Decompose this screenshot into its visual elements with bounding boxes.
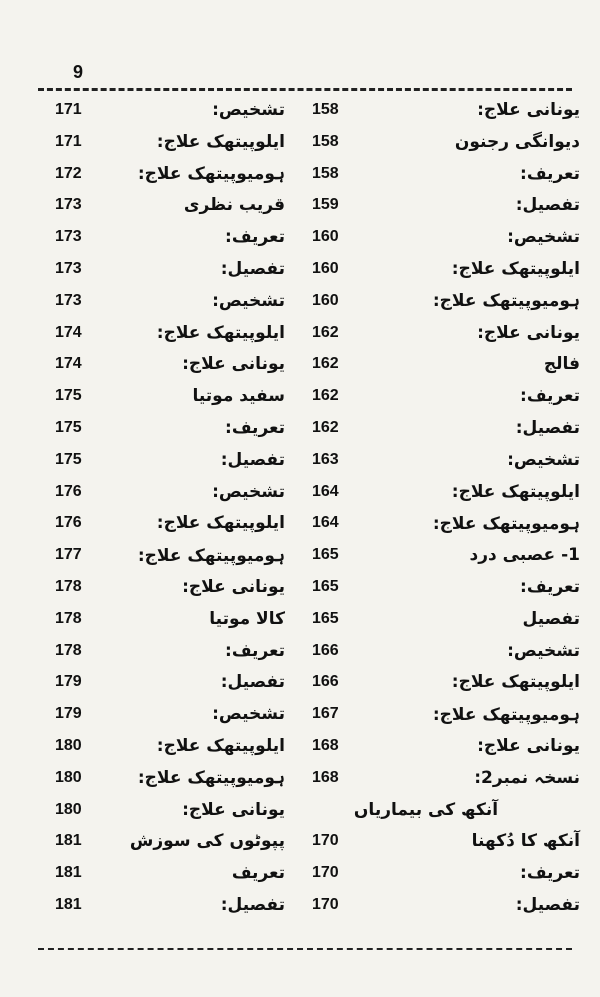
toc-entry-title: تفصیل:	[220, 672, 285, 693]
toc-entry	[312, 287, 580, 315]
toc-entry	[312, 573, 580, 601]
toc-right-column	[312, 96, 580, 944]
toc-entry	[55, 319, 285, 347]
toc-entry	[55, 700, 285, 728]
toc-entry-title: یونانی علاج:	[182, 354, 285, 375]
toc-entry	[312, 668, 580, 696]
toc-page-number: 173	[55, 228, 82, 246]
toc-entry	[55, 605, 285, 633]
toc-page-number: 163	[312, 450, 339, 468]
toc-page-number: 181	[55, 895, 82, 913]
toc-entry-title: تشخیص:	[507, 640, 580, 661]
toc-entry-title: تشخیص:	[212, 100, 285, 120]
toc-page-number: 162	[312, 323, 339, 341]
toc-entry-title: یونانی علاج:	[477, 735, 580, 756]
toc-entry	[312, 478, 580, 506]
toc-entry	[312, 128, 580, 156]
toc-entry-title: قریب نظری	[183, 195, 285, 216]
toc-entry	[55, 382, 285, 410]
toc-page-number: 180	[55, 768, 82, 786]
toc-page-number: 165	[312, 546, 339, 564]
toc-page-number: 158	[312, 132, 339, 150]
toc-entry-title: تفصیل:	[220, 258, 285, 279]
toc-entry-title: ہومیوپیتھک علاج:	[432, 291, 580, 312]
toc-page-number: 176	[55, 482, 82, 500]
toc-entry	[55, 96, 285, 124]
toc-page-number: 179	[55, 705, 82, 723]
toc-entry-title: تعریف:	[520, 863, 580, 884]
toc-entry	[312, 891, 580, 919]
toc-entry	[55, 350, 285, 378]
toc-page-number: 158	[312, 164, 339, 182]
toc-page-number: 170	[312, 864, 339, 882]
toc-page-number: 170	[312, 832, 339, 850]
toc-page-number: 177	[55, 546, 82, 564]
toc-entry	[312, 350, 580, 378]
toc-page-number: 158	[312, 101, 339, 118]
toc-entry-title: تعریف:	[520, 386, 580, 407]
toc-entry-title: ایلوپیتھک علاج:	[451, 258, 580, 279]
toc-entry	[312, 96, 580, 124]
toc-entry-title: تفصیل:	[220, 894, 285, 915]
toc-page-number: 178	[55, 609, 82, 627]
toc-entry	[312, 382, 580, 410]
top-dashed-divider	[38, 88, 572, 91]
toc-entry	[312, 255, 580, 283]
toc-entry-title: تفصیل	[522, 608, 580, 629]
toc-page-number: 173	[55, 291, 82, 309]
toc-entry	[312, 319, 580, 347]
toc-entry-title: ایلوپیتھک علاج:	[156, 513, 285, 534]
toc-entry-title: کالا موتیا	[209, 608, 285, 629]
toc-entry-title: ایلوپیتھک علاج:	[156, 735, 285, 756]
toc-entry-title: یونانی علاج:	[182, 799, 285, 820]
toc-entry	[312, 732, 580, 760]
toc-page-number: 162	[312, 387, 339, 405]
toc-entry	[55, 541, 285, 569]
toc-entry-title: یونانی علاج:	[477, 100, 580, 120]
bottom-dashed-divider	[38, 948, 572, 950]
toc-entry	[55, 859, 285, 887]
toc-entry-title: ایلوپیتھک علاج:	[156, 322, 285, 343]
toc-entry	[55, 668, 285, 696]
toc-entry	[312, 637, 580, 665]
toc-entry-title: تفصیل:	[515, 417, 580, 438]
toc-page-number: 174	[55, 355, 82, 373]
toc-entry-title: تشخیص:	[212, 290, 285, 311]
toc-entry	[312, 700, 580, 728]
toc-entry-title: تفصیل:	[515, 195, 580, 216]
toc-entry-title: یونانی علاج:	[182, 576, 285, 597]
toc-entry-title: تعریف:	[225, 640, 285, 661]
toc-page-number: 176	[55, 514, 82, 532]
toc-entry-title: تعریف:	[520, 576, 580, 597]
toc-entry	[55, 223, 285, 251]
toc-entry	[55, 128, 285, 156]
toc-entry	[55, 446, 285, 474]
toc-page-number: 160	[312, 259, 339, 277]
toc-page-number: 165	[312, 609, 339, 627]
toc-entry	[312, 859, 580, 887]
toc-page-number: 181	[55, 864, 82, 882]
toc-page-number: 164	[312, 482, 339, 500]
toc-entry-title: تفصیل:	[515, 894, 580, 915]
toc-page-number: 170	[312, 895, 339, 913]
toc-entry	[312, 191, 580, 219]
toc-entry-title: فالج	[543, 354, 580, 375]
toc-entry-title: تشخیص:	[212, 704, 285, 725]
toc-page-number: 159	[312, 196, 339, 214]
toc-entry	[55, 891, 285, 919]
toc-entry-title: ہومیوپیتھک علاج:	[137, 164, 285, 185]
toc-entry-title: تعریف	[231, 863, 285, 884]
toc-entry	[55, 478, 285, 506]
toc-page-number: 178	[55, 577, 82, 595]
toc-entry-title: یونانی علاج:	[477, 322, 580, 343]
toc-page-number: 180	[55, 800, 82, 818]
toc-entry-title: تفصیل:	[220, 449, 285, 470]
toc-page-number: 166	[312, 673, 339, 691]
toc-page-number: 175	[55, 450, 82, 468]
toc-entry-title: ایلوپیتھک علاج:	[156, 131, 285, 152]
toc-entry	[55, 414, 285, 442]
toc-page-number: 180	[55, 736, 82, 754]
toc-page-number: 166	[312, 641, 339, 659]
toc-left-column	[55, 96, 285, 944]
toc-page-number: 164	[312, 514, 339, 532]
toc-entry	[55, 796, 285, 824]
toc-entry-title: آنکھ کی بیماریاں	[353, 799, 499, 820]
toc-entry	[312, 509, 580, 537]
page-number: 9	[73, 62, 84, 82]
toc-page-number: 171	[55, 132, 82, 150]
toc-entry-title: تعریف:	[225, 227, 285, 248]
toc-entry	[55, 160, 285, 188]
toc-entry	[312, 414, 580, 442]
toc-page-number: 165	[312, 577, 339, 595]
toc-page-number: 175	[55, 418, 82, 436]
toc-page-number: 173	[55, 259, 82, 277]
toc-page-number: 168	[312, 736, 339, 754]
toc-page-number: 167	[312, 705, 339, 723]
toc-entry	[55, 573, 285, 601]
toc-entry	[55, 191, 285, 219]
toc-page-number: 162	[312, 418, 339, 436]
toc-entry-title: دیوانگی رجنون	[454, 131, 580, 152]
toc-entry-title: تشخیص:	[507, 449, 580, 470]
toc-entry	[55, 255, 285, 283]
toc-entry-title: ایلوپیتھک علاج:	[451, 481, 580, 502]
toc-page-number: 172	[55, 164, 82, 182]
toc-page-number: 179	[55, 673, 82, 691]
toc-page-number: 181	[55, 832, 82, 850]
toc-page-number: 174	[55, 323, 82, 341]
toc-entry-title: سفید موتیا	[192, 386, 285, 407]
toc-page-number: 168	[312, 768, 339, 786]
toc-entry	[55, 827, 285, 855]
toc-entry-title: تشخیص:	[212, 481, 285, 502]
toc-entry	[55, 764, 285, 792]
toc-entry	[55, 509, 285, 537]
toc-page-number: 178	[55, 641, 82, 659]
toc-entry-title: ہومیوپیتھک علاج:	[432, 704, 580, 725]
toc-page-number: 175	[55, 387, 82, 405]
table-of-contents	[0, 96, 600, 944]
toc-entry-title: ایلوپیتھک علاج:	[451, 672, 580, 693]
toc-entry-title: آنکھ کا دُکھنا	[471, 831, 580, 852]
toc-entry	[312, 764, 580, 792]
toc-entry	[312, 541, 580, 569]
toc-entry	[312, 827, 580, 855]
toc-entry	[312, 446, 580, 474]
toc-section-heading	[312, 796, 580, 824]
toc-entry	[55, 637, 285, 665]
toc-entry-title: ہومیوپیتھک علاج:	[137, 545, 285, 566]
toc-entry	[312, 223, 580, 251]
toc-entry-title: تشخیص:	[507, 227, 580, 248]
toc-entry	[55, 732, 285, 760]
toc-page-number: 160	[312, 228, 339, 246]
toc-entry	[312, 605, 580, 633]
toc-entry-title: 1- عصبی درد	[469, 545, 580, 566]
toc-entry-title: ہومیوپیتھک علاج:	[137, 768, 285, 789]
toc-entry-title: تعریف:	[225, 417, 285, 438]
toc-entry-title: ہومیوپیتھک علاج:	[432, 513, 580, 534]
toc-entry-title: پپوٹوں کی سوزش	[129, 831, 285, 852]
toc-entry	[312, 160, 580, 188]
toc-entry-title: نسخہ نمبر2:	[474, 768, 580, 789]
toc-page-number: 162	[312, 355, 339, 373]
toc-page-number: 173	[55, 196, 82, 214]
toc-page-number: 160	[312, 291, 339, 309]
toc-page-number: 171	[55, 101, 82, 118]
toc-entry-title: تعریف:	[520, 163, 580, 184]
toc-entry	[55, 287, 285, 315]
